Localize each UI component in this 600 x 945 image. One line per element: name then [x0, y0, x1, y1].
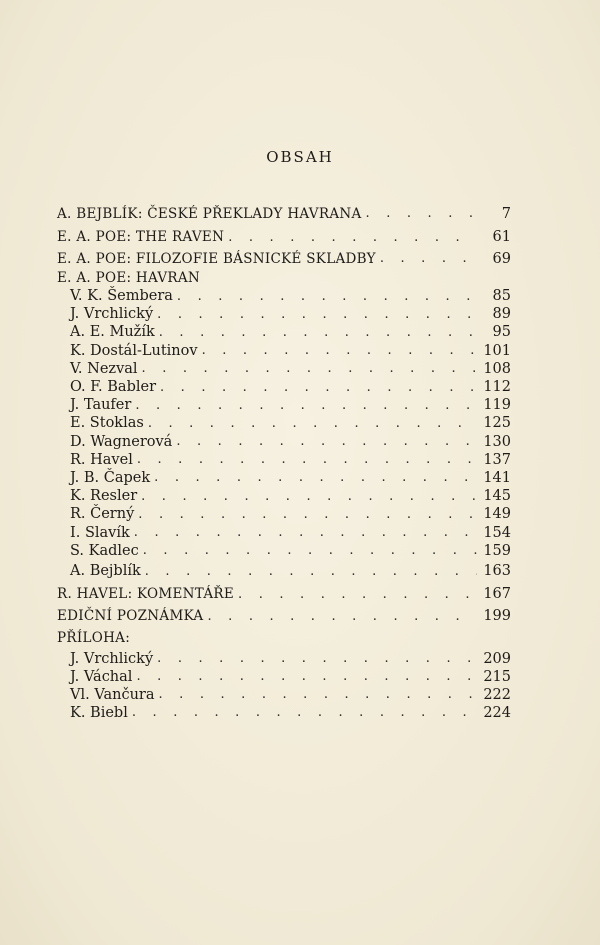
dot-leader [136, 669, 477, 684]
toc-entry-page: 141 [483, 469, 511, 486]
toc-entry-title: EDIČNÍ POZNÁMKA [57, 608, 204, 625]
dot-leader [154, 470, 477, 485]
toc-entry-page: 209 [483, 650, 511, 667]
toc-entry-page: 101 [483, 342, 511, 359]
dot-leader [380, 251, 477, 266]
toc-entry-page: 154 [483, 524, 511, 541]
dot-leader [202, 343, 477, 358]
toc-entry [57, 560, 511, 583]
toc-entry-title: E. A. POE: HAVRAN [57, 270, 201, 286]
toc-entry-title: R. HAVEL: KOMENTÁŘE [57, 586, 235, 603]
dot-leader [228, 230, 477, 245]
toc-entry-title: J. B. Čapek [70, 469, 151, 486]
toc-entry-page: 167 [483, 586, 511, 603]
toc-entry [57, 360, 511, 378]
toc-entry [57, 226, 511, 248]
toc-entry [57, 686, 511, 704]
toc-entry [57, 668, 511, 686]
toc-entry-title: J. Váchal [70, 668, 133, 685]
toc-entry-title: R. Černý [70, 506, 135, 523]
toc-entry [57, 505, 511, 523]
toc-entry [57, 378, 511, 396]
toc-entry [57, 342, 511, 360]
dot-leader [142, 361, 477, 376]
toc-entry-title: PŘÍLOHA: [57, 630, 131, 647]
toc-entry-page: 222 [483, 686, 511, 703]
toc-entry-page: 112 [483, 379, 511, 396]
dot-leader [137, 452, 477, 467]
toc-entry [57, 269, 511, 287]
dot-leader [157, 307, 477, 322]
toc-entry-page: 224 [483, 704, 511, 721]
toc-entry [57, 704, 511, 722]
dot-leader [159, 687, 478, 702]
toc-entry-title: I. Slavík [70, 524, 130, 541]
dot-leader [135, 398, 477, 413]
toc-entry-page: 163 [483, 563, 511, 580]
toc-entry [57, 542, 511, 560]
dot-leader [366, 206, 477, 221]
toc-entry [57, 323, 511, 341]
dot-leader [157, 651, 477, 666]
toc-entry [57, 433, 511, 451]
toc-entry-page: 159 [483, 542, 511, 559]
toc-entry-title: A. BEJBLÍK: ČESKÉ PŘEKLADY HAVRANA [57, 205, 362, 222]
toc-entry-title: K. Biebl [70, 704, 128, 721]
toc-entry-page: 145 [483, 488, 511, 505]
toc-entry-page: 85 [492, 288, 511, 305]
toc-entry-title: J. Taufer [70, 397, 132, 414]
dot-leader [141, 489, 477, 504]
toc-entry-page: 69 [492, 250, 511, 267]
toc-entry [57, 201, 511, 226]
dot-leader [238, 587, 477, 602]
toc-entry [57, 396, 511, 414]
toc-entry-page: 7 [501, 205, 511, 222]
toc-entry-page: 95 [492, 324, 511, 341]
toc-entry-title: E. Stoklas [70, 415, 144, 432]
toc-entry [57, 305, 511, 323]
dot-leader [148, 416, 477, 431]
toc-entry-title: J. Vrchlický [70, 650, 154, 667]
toc-entry-title: V. K. Šembera [70, 288, 173, 305]
toc-entry-title: O. F. Babler [70, 379, 157, 396]
dot-leader [138, 507, 477, 522]
dot-leader [207, 609, 477, 624]
toc-entry-title: E. A. POE: THE RAVEN [57, 229, 225, 245]
toc-entry-title: V. Nezval [70, 360, 138, 377]
toc-entry [57, 414, 511, 432]
dot-leader [134, 525, 477, 540]
toc-entry [57, 487, 511, 505]
toc-entry-title: R. Havel [70, 451, 133, 468]
toc-entry [57, 469, 511, 487]
toc-entry-page: 199 [483, 608, 511, 625]
toc-entry-title: A. Bejblík [70, 563, 141, 580]
toc-entry-page: 61 [492, 229, 511, 245]
dot-leader [143, 543, 477, 558]
dot-leader [159, 325, 477, 340]
toc-entry [57, 650, 511, 668]
toc-entry-title: J. Vrchlický [70, 306, 154, 323]
toc-entry-page: 125 [483, 415, 511, 432]
dot-leader [132, 705, 477, 720]
toc-entry-title: K. Resler [70, 488, 138, 505]
toc-entry-page: 149 [483, 506, 511, 523]
toc-entry [57, 523, 511, 541]
toc-entry-page: 108 [483, 360, 511, 377]
toc-entry-title: D. Wagnerová [70, 433, 173, 450]
toc-entry-title: E. A. POE: FILOZOFIE BÁSNICKÉ SKLADBY [57, 250, 376, 267]
toc-entry-title: S. Kadlec [70, 542, 139, 559]
toc-entry-title: A. E. Mužík [70, 324, 155, 341]
toc-entry [57, 627, 511, 650]
toc-entry-page: 89 [492, 306, 511, 323]
toc-entry [57, 287, 511, 305]
toc-entry-title: K. Dostál-Lutinov [70, 342, 198, 359]
dot-leader [160, 380, 477, 395]
dot-leader [176, 434, 477, 449]
table-of-contents [57, 201, 511, 722]
dot-leader [145, 564, 477, 579]
toc-entry-page: 215 [483, 668, 511, 685]
toc-entry-page: 130 [483, 433, 511, 450]
toc-entry-page: 119 [483, 397, 511, 414]
toc-entry-page: 137 [483, 451, 511, 468]
toc-entry [57, 583, 511, 606]
toc-entry [57, 451, 511, 469]
dot-leader [177, 289, 477, 304]
toc-entry [57, 248, 511, 269]
toc-entry-title: Vl. Vančura [70, 686, 155, 703]
page-title: OBSAH [266, 148, 334, 166]
toc-entry [57, 606, 511, 627]
